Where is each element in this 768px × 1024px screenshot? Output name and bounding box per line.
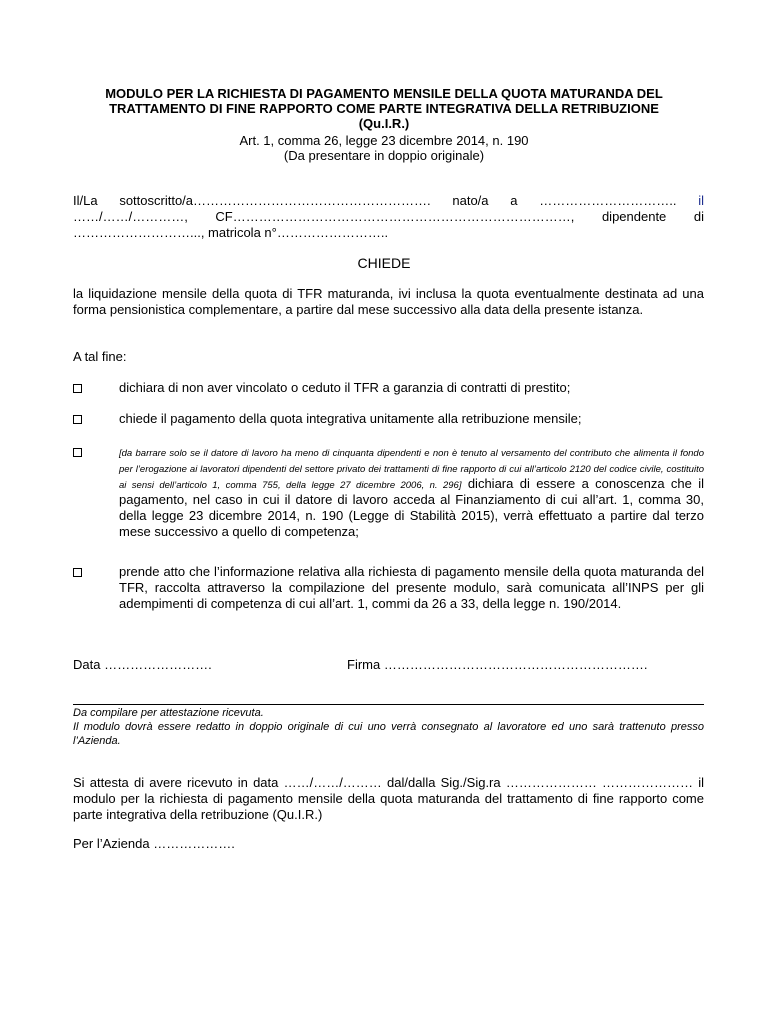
declarant-section — [73, 193, 704, 241]
request-paragraph: la liquidazione mensile della quota di TFR maturanda, ivi inclusa la quota eventualmente destinata ad una forma pensionistica complementare, a partire dal mese successivo alla data della presente istanza. — [73, 286, 704, 317]
receipt-note-line-1: Da compilare per attestazione ricevuta. — [73, 707, 264, 719]
item-3-block — [119, 444, 704, 540]
item-2-checkbox[interactable] — [73, 415, 82, 424]
title-line-1: MODULO PER LA RICHIESTA DI PAGAMENTO MENSILE DELLA QUOTA MATURANDA DEL — [105, 86, 663, 101]
attestation-paragraph[interactable]: Si attesta di avere ricevuto in data ……/……/……… dal/dalla Sig./Sig.ra ………………… ………………… il modulo per la richiesta di pagamento mensile della quota maturanda del trattamento di fine rapporto come parte integrativa della retribuzione (Qu.I.R.) — [73, 775, 704, 822]
law-reference: Art. 1, comma 26, legge 23 dicembre 2014, n. 190 — [239, 133, 529, 148]
receipt-note-line-2: Il modulo dovrà essere redatto in doppio originale di cui uno verrà consegnato al lavoratore ed uno sarà trattenuto presso l’Azienda. — [73, 721, 704, 747]
item-3-text: dichiara di essere a conoscenza che il pagamento, nel caso in cui il datore di lavoro acceda al Finanziamento di cui all’art. 1, comma 30, della legge 23 dicembre 2014, n. 190 (Legge di Stabilità 2015), verrà effettuato a partire dal terzo mese successivo a quello di competenza; — [119, 476, 705, 539]
section-divider — [73, 704, 704, 705]
item-1-text: dichiara di non aver vincolato o ceduto il TFR a garanzia di contratti di prestito; — [119, 380, 571, 395]
declarant-line-1 — [73, 193, 704, 209]
declarant-il-label: il — [698, 193, 704, 208]
submission-note: (Da presentare in doppio originale) — [283, 148, 485, 163]
date-field[interactable]: Data ……………………. — [73, 657, 212, 672]
receipt-note — [73, 706, 704, 748]
title-line-3: (Qu.I.R.) — [358, 116, 410, 131]
company-field[interactable]: Per l’Azienda ………………. — [73, 836, 235, 851]
item-1-checkbox[interactable] — [73, 384, 82, 393]
item-4-checkbox[interactable] — [73, 568, 82, 577]
declarant-name-field[interactable]: Il/La sottoscritto/a………………………………………………. nato/a a ………………………….. — [73, 193, 677, 208]
document-title — [60, 86, 708, 131]
declarant-line-3[interactable]: ………………………..., matricola n°…………………….. — [73, 225, 389, 240]
declarant-line-2[interactable]: ……/……/…………, CF……………………………………………………………………, dipendente di — [73, 209, 704, 224]
item-4-text: prende atto che l’informazione relativa alla richiesta di pagamento mensile della quota maturanda del TFR, raccolta attraverso la compilazione del presente modulo, sarà comunicata all’INPS per gli adempimenti di competenza di cui all’art. 1, commi da 26 a 33, della legge n. 190/2014. — [119, 564, 704, 611]
chiede-heading: CHIEDE — [357, 255, 411, 271]
intro-text: A tal fine: — [73, 349, 127, 364]
item-3-note: [da barrare solo se il datore di lavoro ha meno di cinquanta dipendenti e non è tenuto al versamento del contributo che alimenta il fondo per l’erogazione ai lavoratori dipendenti del settore privato dei trattamenti di fine rapporto di cui all’articolo 2120 del codice civile, costituito ai sensi dell’articolo 1, comma 755, della legge 27 dicembre 2006, n. 296] — [119, 448, 704, 491]
item-3-checkbox[interactable] — [73, 448, 82, 457]
document-subtitle — [60, 133, 708, 163]
signature-field[interactable]: Firma ……………………………………………………. — [347, 657, 648, 672]
title-line-2: TRATTAMENTO DI FINE RAPPORTO COME PARTE INTEGRATIVA DELLA RETRIBUZIONE — [109, 101, 659, 116]
item-2-text: chiede il pagamento della quota integrativa unitamente alla retribuzione mensile; — [119, 411, 582, 426]
